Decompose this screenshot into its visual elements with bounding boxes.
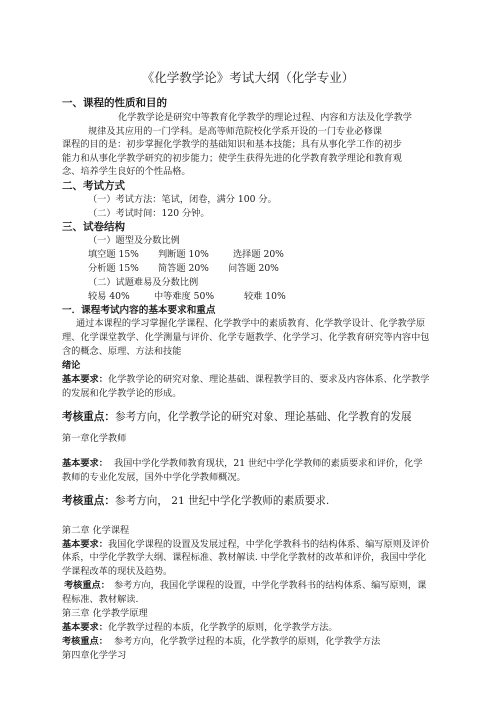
difficulty-item: 较难 10% [244,291,286,302]
requirement-text: 化学教学论的研究对象、理论基础、课程教学目的、要求及内容体系、化学教学 [107,374,430,385]
key-label: 考核重点： [62,495,115,507]
ch2-requirement [62,539,430,551]
chapter-3-heading: 第三章 化学教学原理 [62,608,148,619]
difficulty-item: 较易 40% [88,291,130,302]
requirement-text-cont: 教师的专业化发展，国外中学化学教师概况。 [62,472,246,483]
requirement-text-cont: 体系，中学化学教学大纲、课程标准、教材解读. 中学化学教材的改革和评价，我国中学化 [62,552,427,563]
key-text: 参考方向，我国化学课程的设置，中学化学教科书的结构体系、编写原则，课 [113,580,427,591]
paragraph-line: 念、培养学生良好的个性品格。 [62,166,191,177]
intro-requirement [62,374,430,386]
key-text-cont: 程标准、教材解读. [62,594,139,605]
subheading-question-types: （一）题型及分数比例 [88,235,180,246]
ch3-key-points [62,636,380,648]
paragraph-line: 化学教学论是研究中等教育化学教学的理论过程、内容和方法及化学教学 [118,112,412,123]
key-label: 考核重点： [62,411,115,423]
difficulty-item: 中等难度 50% [154,291,215,302]
requirement-text: 化学教学过程的本质，化学教学的原则，化学教学方法。 [107,622,338,633]
paragraph-line: 能力和从事化学教学研究的初步能力；使学生获得先进的化学教育教学理论和教育观 [62,153,402,164]
requirement-text-cont: 的发展和化学教学论的形成。 [62,388,182,399]
paragraph-line: 规律及其应用的一门学科。是高等师范院校化学系开设的一门专业必修课 [88,126,382,137]
key-text: 参考方向，化学教学论的研究对象、理论基础、化学教育的发展 [114,411,412,423]
chapter-2-heading: 第二章 化学课程 [62,525,130,536]
paragraph-line: 课程的目的是：初步掌握化学教学的基础知识和基本技能；具有从事化学工作的初步 [62,139,402,150]
score-item: 分析题 15% [88,263,139,274]
requirement-text: 我国化学课程的设置及发展过程，中学化学教科书的结构体系、编写原则及评价 [107,539,430,550]
key-text: 参考方向，化学教学过程的本质，化学教学的原则，化学教学方法 [113,636,381,647]
exam-time-line: （二）考试时间：120 分钟。 [88,208,210,219]
requirement-label: 基本要求： [62,539,108,550]
chapter-1-heading: 第一章化学教师 [62,433,127,444]
section-heading-exam-method: 二、考试方式 [62,180,125,192]
requirement-label: 基本要求： [62,458,108,469]
ch1-requirement [62,458,423,470]
score-item: 选择题 20% [233,249,284,260]
subheading-difficulty: （二）试题难易及分数比例 [88,277,199,288]
requirement-label: 基本要求： [62,374,108,385]
requirement-label: 基本要求： [62,622,108,633]
paragraph-line: 通过本课程的学习掌握化学课程、化学教学中的素质教育、化学教学设计、化学教学原 [76,318,426,329]
ch3-requirement [62,622,338,634]
intro-heading: 绪论 [62,360,81,371]
chapter-4-heading: 第四章化学学习 [62,650,127,661]
ch1-key-points [62,494,329,508]
key-text: 参考方向， 21 世纪中学化学教师的素质要求. [114,495,330,507]
section-heading-requirements: 一．课程考试内容的基本要求和重点 [62,305,216,316]
key-label: 考核重点： [62,636,108,647]
score-item: 判断题 10% [158,249,209,260]
section-heading-paper-structure: 三、试卷结构 [62,221,125,233]
requirement-text: 我国中学化学教师教育现状，21 世纪中学化学教师的素质要求和评价，化学 [113,458,423,469]
paragraph-line: 理、化学课堂教学、化学测量与评价、化学专题教学、化学学习、化学教育研究等内容中包 [62,332,430,343]
exam-method-line: （一）考试方法：笔试，闭卷，满分 100 分。 [88,194,277,205]
score-item: 简答题 20% [158,263,209,274]
key-label: 考核重点： [64,580,110,591]
paragraph-line: 含的概念、原理、方法和技能 [62,346,182,357]
score-item: 问答题 20% [228,263,279,274]
ch2-key-points [64,580,426,592]
section-heading-nature: 一、课程的性质和目的 [62,97,167,109]
score-item: 填空题 15% [88,249,139,260]
document-title: 《化学教学论》考试大纲（化学专业） [141,70,355,85]
intro-key-points [62,410,412,424]
requirement-text-cont: 学课程改革的现状及趋势。 [62,566,173,577]
